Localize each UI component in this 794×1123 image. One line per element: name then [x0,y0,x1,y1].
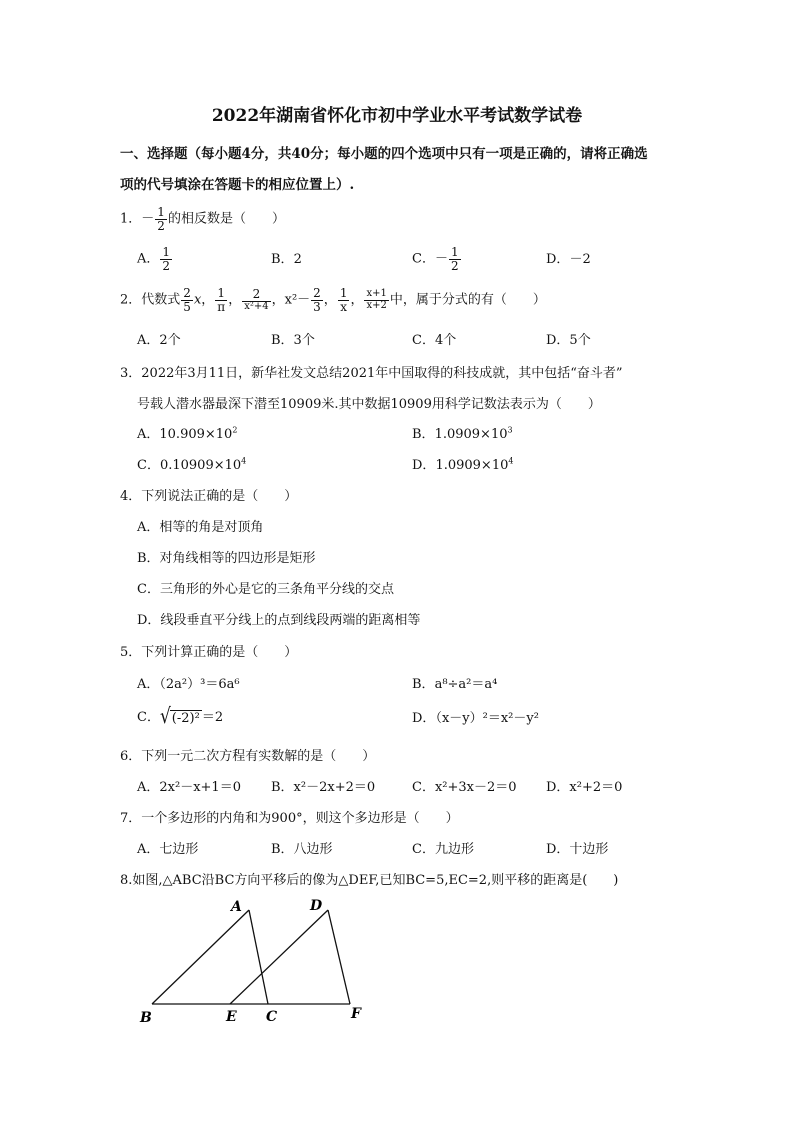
question-2-option-a: A．2个 [137,333,181,348]
question-1-option-c: C．－ $\frac{1}{2}$ [412,245,459,273]
question-4-option-a: A．相等的角是对顶角 [137,520,264,535]
translation-figure [130,892,370,1027]
fraction: $\frac{1}{2}$ [162,245,171,273]
segment-df [328,910,350,1004]
segment-ac [249,910,268,1004]
question-4-option-c: C．三角形的外心是它的三条角平分线的交点 [137,582,394,597]
question-3-line1: 3．2022年3月11日，新华社发文总结2021年中国取得的科技成就，其中包括“奋斗者” [120,366,623,381]
segment-ab [152,910,249,1004]
label-b: B [140,1010,152,1026]
question-7-option-b: B．八边形 [271,842,333,857]
label-f: F [351,1006,361,1022]
question-7-option-d: D．十边形 [546,842,609,857]
question-6-option-a: A．2x²－x+1＝0 [137,780,241,795]
question-4-stem: 4．下列说法正确的是（ ） [120,489,298,504]
question-4-option-b: B．对角线相等的四边形是矩形 [137,551,316,566]
label-c: C [266,1009,278,1025]
question-5-option-c: C．√(-2)² ＝2 [137,704,224,730]
question-6-option-b: B．x²－2x+2＝0 [271,780,376,795]
question-3-option-b: B．$1.0909\times 10^3$ [412,425,513,442]
question-1-option-b: B．2 [271,252,302,267]
fraction: $\frac{x+1}{x+2}$ [366,288,387,311]
question-2-option-b: B．3个 [271,333,315,348]
question-6-option-d: D．x²+2＝0 [546,780,623,795]
question-2-option-c: C．4个 [412,333,457,348]
question-3-option-c: C．$0.10909\times 10^4$ [137,456,247,473]
question-1-option-a: A． $\frac{1}{2}$ [137,245,171,273]
label-a: A [231,899,242,915]
question-1-stem: 1．－ $\frac{1}{2}$ 的相反数是（ ） [120,205,285,233]
question-7-option-c: C．九边形 [412,842,474,857]
question-5-stem: 5．下列计算正确的是（ ） [120,645,298,660]
question-5-option-a: A．（2a²）³＝6a⁶ [137,677,240,692]
question-5-option-b: B．a⁸÷a²＝a⁴ [412,677,498,692]
fraction: $\frac{1}{x}$ [339,286,348,314]
fraction: $\frac{1}{\pi}$ [217,286,226,314]
fraction: $\frac{2}{5}$ [183,286,191,314]
question-6-stem: 6．下列一元二次方程有实数解的是（ ） [120,749,376,764]
section-heading-line2: 项的代号填涂在答题卡的相应位置上）. [120,177,355,193]
question-6-option-c: C．x²+3x－2＝0 [412,780,517,795]
square-root: √(-2)² [159,704,200,730]
label-e: E [226,1009,237,1025]
section-heading-line1: 一、选择题（每小题4分，共40分；每小题的四个选项中只有一项是正确的，请将正确选 [120,146,648,162]
question-5-option-d: D．（x－y）²＝x²－y² [412,711,539,726]
question-7-stem: 7．一个多边形的内角和为900°，则这个多边形是（ ） [120,811,459,826]
segment-de [230,910,328,1004]
question-2-option-d: D．5个 [546,333,591,348]
fraction: $\frac{1}{2}$ [450,245,459,273]
question-4-option-d: D．线段垂直平分线上的点到线段两端的距离相等 [137,613,421,628]
question-3-option-a: A．$10.909\times 10^2$ [137,425,238,442]
page-title: 2022年湖南省怀化市初中学业水平考试数学试卷 [211,106,583,126]
question-7-option-a: A．七边形 [137,842,199,857]
label-d: D [310,898,323,914]
fraction: $\frac{2}{\text{x²+4}}$ [244,287,269,312]
question-3-option-d: D．$1.0909\times 10^4$ [412,456,514,473]
question-8-stem: 8.如图,△ABC沿BC方向平移后的像为△DEF,已知BC=5,EC=2,则平移的距离是( ) [120,873,619,888]
fraction: $\frac{2}{3}$ [313,286,321,314]
fraction: $\frac{1}{2}$ [157,205,165,233]
question-3-line2: 号载人潜水器最深下潜至10909米.其中数据10909用科学记数法表示为（ ） [137,397,601,412]
question-1-option-d: D．－2 [546,252,591,267]
question-2-stem: 2．代数式 $\frac{2}{5}$ x， $\frac{1}{\pi}$ ， $\frac{2}{\text{x²+4}}$ ，x²－ $\frac{2}{3}$ ， $\frac{1}{x}$ ， $\frac{x+1}{x+2}$ 中，属于分式的有（ ） [120,286,546,314]
